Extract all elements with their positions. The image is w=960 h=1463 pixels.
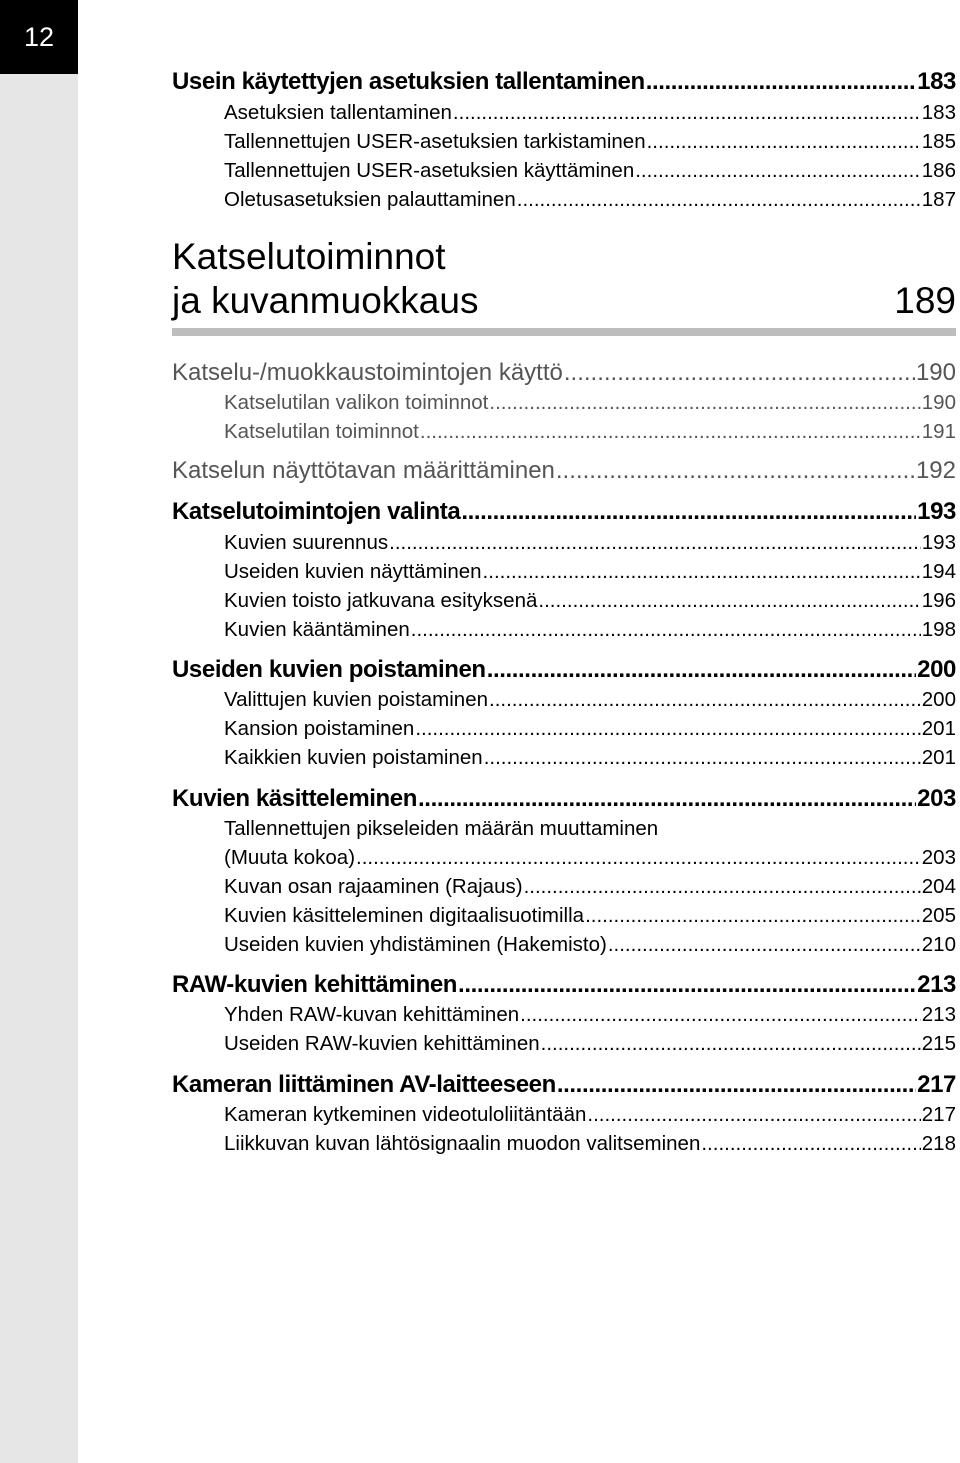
toc-entry[interactable]: Tallennettujen USER-asetuksien käyttäminen ..... 186 bbox=[224, 159, 956, 183]
toc-entry[interactable]: Kuvien toisto jatkuvana esityksenä ..... 196 bbox=[224, 589, 956, 613]
toc-entry[interactable]: Useiden kuvien yhdistäminen (Hakemisto) ..... 210 bbox=[224, 933, 956, 957]
toc-section-image-processing[interactable]: Kuvien käsitteleminen ..... 203 bbox=[172, 785, 956, 813]
side-margin-bar bbox=[0, 0, 78, 1463]
toc-entry[interactable]: Kameran kytkeminen videotuloliitäntään ..... 217 bbox=[224, 1103, 956, 1127]
toc-entry[interactable]: Kuvien suurennus ..... 193 bbox=[224, 531, 956, 555]
toc-entry[interactable]: Kaikkien kuvien poistaminen ..... 201 bbox=[224, 746, 956, 770]
toc-entry-line1[interactable]: Tallennettujen pikseleiden määrän muuttaminen bbox=[224, 817, 659, 840]
toc-entry[interactable]: Liikkuvan kuvan lähtösignaalin muodon valitseminen ..... 218 bbox=[224, 1132, 956, 1156]
toc-entry[interactable]: Kansion poistaminen ..... 201 bbox=[224, 717, 956, 741]
page-number-tab: 12 bbox=[0, 0, 78, 74]
toc-section-display-mode[interactable]: Katselun näyttötavan määrittäminen ..... 192 bbox=[172, 457, 956, 485]
toc-entry[interactable]: Katselutilan toiminnot ..... 191 bbox=[224, 420, 956, 444]
toc-page-number: 183 bbox=[917, 68, 956, 95]
toc-entry[interactable]: Katselutilan valikon toiminnot ..... 190 bbox=[224, 391, 956, 415]
toc-section-saving-settings[interactable] bbox=[172, 68, 956, 96]
toc-section-delete-images[interactable]: Useiden kuvien poistaminen ..... 200 bbox=[172, 656, 956, 684]
toc-entry[interactable]: Kuvan osan rajaaminen (Rajaus) ..... 204 bbox=[224, 875, 956, 899]
toc-section-playback-functions[interactable]: Katselu-/muokkaustoimintojen käyttö ..... 190 bbox=[172, 359, 956, 387]
toc-entry[interactable]: Valittujen kuvien poistaminen ..... 200 bbox=[224, 688, 956, 712]
toc-section-raw-development[interactable]: RAW-kuvien kehittäminen ..... 213 bbox=[172, 971, 956, 999]
toc-entry[interactable]: Tallennettujen USER-asetuksien tarkistaminen ..... 185 bbox=[224, 130, 956, 154]
toc-entry[interactable]: Asetuksien tallentaminen ..... 183 bbox=[224, 101, 956, 125]
toc-section-av-connection[interactable]: Kameran liittäminen AV-laitteeseen ..... 217 bbox=[172, 1071, 956, 1099]
chapter-title-line1: Katselutoiminnot bbox=[172, 236, 446, 277]
toc-entry[interactable]: Yhden RAW-kuvan kehittäminen ..... 213 bbox=[224, 1003, 956, 1027]
toc-entry[interactable]: Oletusasetuksien palauttaminen ..... 187 bbox=[224, 188, 956, 212]
toc-entry[interactable]: Kuvien kääntäminen ..... 198 bbox=[224, 618, 956, 642]
toc-section-title: Usein käytettyjen asetuksien tallentaminen bbox=[172, 68, 645, 95]
toc-entry[interactable]: Useiden RAW-kuvien kehittäminen ..... 215 bbox=[224, 1032, 956, 1056]
chapter-divider bbox=[172, 328, 956, 336]
chapter-page-number[interactable]: 189 bbox=[894, 280, 956, 321]
toc-entry[interactable]: Kuvien käsitteleminen digitaalisuotimilla ..... 205 bbox=[224, 904, 956, 928]
toc-entry[interactable]: Useiden kuvien näyttäminen ..... 194 bbox=[224, 560, 956, 584]
chapter-title-line2[interactable]: ja kuvanmuokkaus bbox=[172, 280, 479, 321]
toc-section-playback-selection[interactable]: Katselutoimintojen valinta ..... 193 bbox=[172, 498, 956, 526]
toc-entry[interactable]: (Muuta kokoa) ..... 203 bbox=[224, 846, 956, 870]
